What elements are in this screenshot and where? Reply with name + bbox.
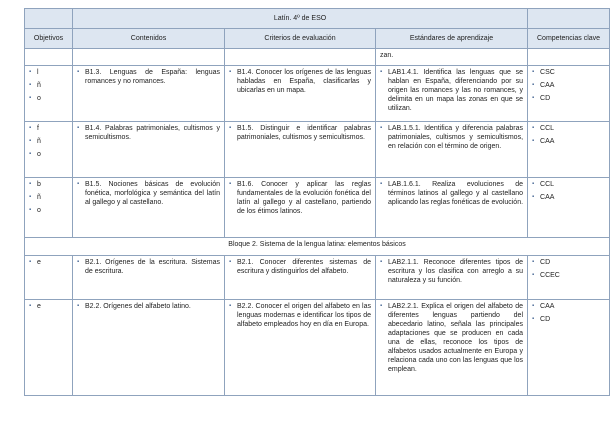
objetivos-cell bbox=[25, 122, 73, 178]
competencias-cell bbox=[528, 256, 610, 300]
header-row bbox=[25, 29, 610, 49]
criterio-text: ▪ B2.2. Conocer el origen del alfabeto en las lenguas modernas e identificar los tipos de alfabeto empleados hoy en día en Europa. bbox=[229, 302, 371, 329]
objetivos-cell bbox=[25, 300, 73, 396]
objetivo-item: ▪ ñ bbox=[29, 193, 68, 202]
criterio-cell bbox=[225, 300, 376, 396]
empty-cell bbox=[25, 49, 73, 66]
criterio-text: ▪ B1.4. Conocer los orígenes de las lenguas habladas en España, clasificarlas y ubicarlas en un mapa. bbox=[229, 68, 371, 95]
competencia-item: ▪ CCEC bbox=[532, 271, 605, 280]
header-criterios: Criterios de evaluación bbox=[225, 29, 376, 49]
contenido-cell bbox=[73, 66, 225, 122]
table-row bbox=[25, 178, 610, 238]
objetivos-cell bbox=[25, 178, 73, 238]
criterio-cell bbox=[225, 178, 376, 238]
objetivo-item: ▪ e bbox=[29, 302, 68, 311]
corner-cell bbox=[25, 9, 73, 29]
table-title: Latín. 4º de ESO bbox=[73, 9, 528, 29]
criterio-text: ▪ B1.5. Distinguir e identificar palabras patrimoniales, cultismos y semicultismos. bbox=[229, 124, 371, 142]
criterio-cell bbox=[225, 256, 376, 300]
contenido-text: ▪ B1.5. Nociones básicas de evolución fonética, morfológica y semántica del latín al gallego y al castellano. bbox=[77, 180, 220, 207]
empty-cell bbox=[528, 49, 610, 66]
estandar-text: ▪ LAB.1.5.1. Identifica y diferencia palabras patrimoniales, cultismos y semicultismos, en relación con el término de origen. bbox=[380, 124, 523, 151]
competencia-item: ▪ CSC bbox=[532, 68, 605, 77]
objetivos-cell bbox=[25, 256, 73, 300]
estandar-cell bbox=[376, 256, 528, 300]
estandar-text: ▪ LAB2.1.1. Reconoce diferentes tipos de escritura y los clasifica con arreglo a su naturaleza y su función. bbox=[380, 258, 523, 285]
empty-cell bbox=[225, 49, 376, 66]
contenido-text: ▪ B2.1. Orígenes de la escritura. Sistemas de escritura. bbox=[77, 258, 220, 276]
competencia-item: ▪ CCL bbox=[532, 180, 605, 189]
estandar-text: ▪ LAB2.2.1. Explica el origen del alfabeto de diferentes lenguas partiendo del abecedario latino, señala las principales adaptaciones que se producen en cada una de ellas, reconoce los tipos de alfabetos usados actualmente en Europa y relaciona cada uno con las lenguas que los emplean. bbox=[380, 302, 523, 374]
table-row bbox=[25, 300, 610, 396]
competencias-cell bbox=[528, 66, 610, 122]
contenido-text: ▪ B1.4. Palabras patrimoniales, cultismos y semicultismos. bbox=[77, 124, 220, 142]
competencia-item: ▪ CAA bbox=[532, 137, 605, 146]
objetivo-item: ▪ e bbox=[29, 258, 68, 267]
objetivo-item: ▪ l bbox=[29, 68, 68, 77]
estandar-cell bbox=[376, 122, 528, 178]
estandar-cell bbox=[376, 66, 528, 122]
table-row bbox=[25, 256, 610, 300]
criterio-cell bbox=[225, 122, 376, 178]
criterio-text: ▪ B2.1. Conocer diferentes sistemas de escritura y distinguirlos del alfabeto. bbox=[229, 258, 371, 276]
header-objetivos: Objetivos bbox=[25, 29, 73, 49]
competencia-item: ▪ CD bbox=[532, 94, 605, 103]
header-estandares: Estándares de aprendizaje bbox=[376, 29, 528, 49]
block-header-row bbox=[25, 238, 610, 256]
continuation-row bbox=[25, 49, 610, 66]
competencias-cell bbox=[528, 122, 610, 178]
contenido-cell bbox=[73, 256, 225, 300]
competencia-item: ▪ CAA bbox=[532, 193, 605, 202]
estandar-text: ▪ LAB1.4.1. Identifica las lenguas que se hablan en España, diferenciando por su origen las romances y las no romances, y delimita en un mapa las zonas en que se utilizan. bbox=[380, 68, 523, 113]
competencia-item: ▪ CD bbox=[532, 315, 605, 324]
corner-cell bbox=[528, 9, 610, 29]
title-row bbox=[25, 9, 610, 29]
estandar-text: ▪ LAB.1.6.1. Realiza evoluciones de términos latinos al gallego y al castellano aplicando las reglas fonéticas de evolución. bbox=[380, 180, 523, 207]
contenido-cell bbox=[73, 300, 225, 396]
header-competencias: Competencias clave bbox=[528, 29, 610, 49]
empty-cell bbox=[73, 49, 225, 66]
header-contenidos: Contenidos bbox=[73, 29, 225, 49]
competencia-item: ▪ CAA bbox=[532, 302, 605, 311]
table-row bbox=[25, 66, 610, 122]
objetivo-item: ▪ f bbox=[29, 124, 68, 133]
contenido-text: ▪ B2.2. Orígenes del alfabeto latino. bbox=[77, 302, 220, 311]
block-2-header: Bloque 2. Sistema de la lengua latina: elementos básicos bbox=[25, 238, 610, 256]
objetivo-item: ▪ ñ bbox=[29, 81, 68, 90]
estandar-cell bbox=[376, 178, 528, 238]
competencia-item: ▪ CAA bbox=[532, 81, 605, 90]
competencias-cell bbox=[528, 300, 610, 396]
competencia-item: ▪ CCL bbox=[532, 124, 605, 133]
competencias-cell bbox=[528, 178, 610, 238]
contenido-text: ▪ B1.3. Lenguas de España: lenguas romances y no romances. bbox=[77, 68, 220, 86]
contenido-cell bbox=[73, 122, 225, 178]
objetivo-item: ▪ ñ bbox=[29, 137, 68, 146]
estandar-cell bbox=[376, 300, 528, 396]
objetivo-item: ▪ o bbox=[29, 206, 68, 215]
continuation-text: zan. bbox=[376, 49, 528, 66]
objetivo-item: ▪ o bbox=[29, 150, 68, 159]
criterio-text: ▪ B1.6. Conocer y aplicar las reglas fundamentales de la evolución fonética del latín al gallego y al castellano, partiendo de los étimos latinos. bbox=[229, 180, 371, 216]
table-row bbox=[25, 122, 610, 178]
criterio-cell bbox=[225, 66, 376, 122]
objetivo-item: ▪ b bbox=[29, 180, 68, 189]
objetivos-cell bbox=[25, 66, 73, 122]
contenido-cell bbox=[73, 178, 225, 238]
objetivo-item: ▪ o bbox=[29, 94, 68, 103]
curriculum-table bbox=[24, 8, 610, 396]
competencia-item: ▪ CD bbox=[532, 258, 605, 267]
